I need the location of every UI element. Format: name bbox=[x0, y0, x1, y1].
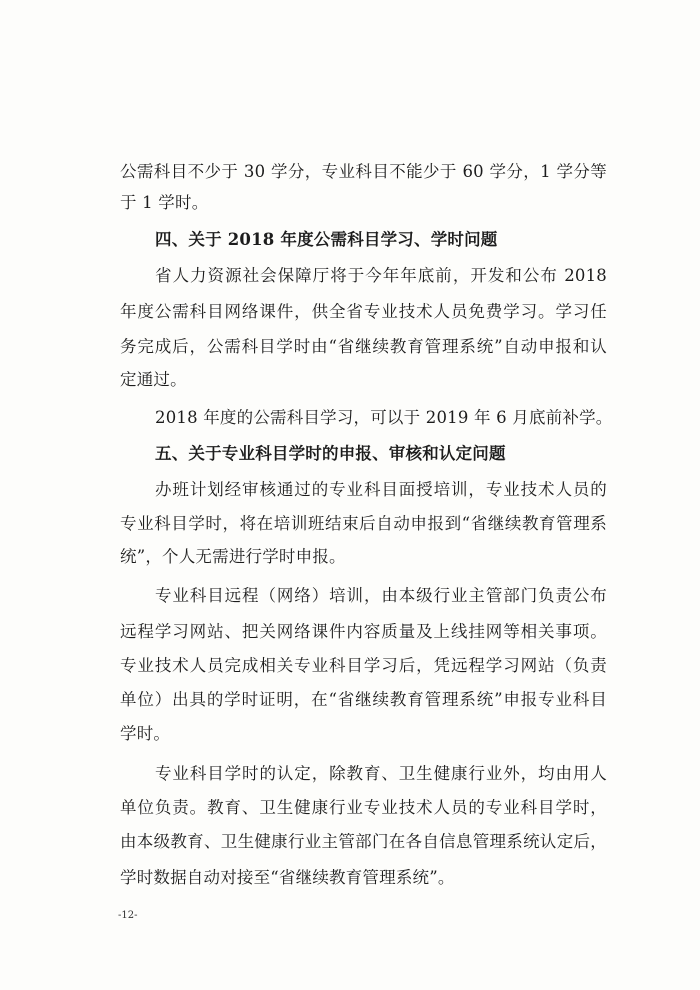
page-number: -12- bbox=[118, 910, 138, 921]
section-heading: 四、关于 2018 年度公需科目学习、学时问题 bbox=[155, 230, 498, 249]
text-line: 于 1 学时。 bbox=[120, 193, 209, 212]
text-line: 定通过。 bbox=[120, 370, 187, 389]
text-line: 单位负责。教育、卫生健康行业专业技术人员的专业科目学时， bbox=[120, 798, 607, 817]
text-line: 专业科目远程（网络）培训，由本级行业主管部门负责公布 bbox=[155, 586, 607, 605]
text-line: 远程学习网站、把关网络课件内容质量及上线挂网等相关事项。 bbox=[120, 622, 607, 641]
text-line: 学时数据自动对接至“省继续教育管理系统”。 bbox=[120, 868, 455, 887]
text-line: 2018 年度的公需科目学习，可以于 2019 年 6 月底前补学。 bbox=[155, 408, 613, 427]
text-line: 省人力资源社会保障厅将于今年年底前，开发和公布 2018 bbox=[155, 266, 607, 285]
text-line: 年度公需科目网络课件，供全省专业技术人员免费学习。学习任 bbox=[120, 302, 607, 321]
text-line: 办班计划经审核通过的专业科目面授培训，专业技术人员的 bbox=[155, 480, 607, 499]
text-line: 学时。 bbox=[120, 724, 171, 743]
text-line: 由本级教育、卫生健康行业主管部门在各自信息管理系统认定后， bbox=[120, 832, 607, 851]
section-heading: 五、关于专业科目学时的申报、审核和认定问题 bbox=[155, 444, 506, 463]
text-line: 公需科目不少于 30 学分，专业科目不能少于 60 学分，1 学分等 bbox=[120, 162, 607, 181]
text-line: 统”，个人无需进行学时申报。 bbox=[120, 547, 346, 566]
text-line: 专业科目学时，将在培训班结束后自动申报到“省继续教育管理系 bbox=[120, 514, 607, 533]
text-line: 专业技术人员完成相关专业科目学习后，凭远程学习网站（负责 bbox=[120, 656, 607, 675]
text-line: 单位）出具的学时证明，在“省继续教育管理系统”申报专业科目 bbox=[120, 690, 607, 709]
text-line: 务完成后，公需科目学时由“省继续教育管理系统”自动申报和认 bbox=[120, 337, 607, 356]
text-line: 专业科目学时的认定，除教育、卫生健康行业外，均由用人 bbox=[155, 764, 607, 783]
